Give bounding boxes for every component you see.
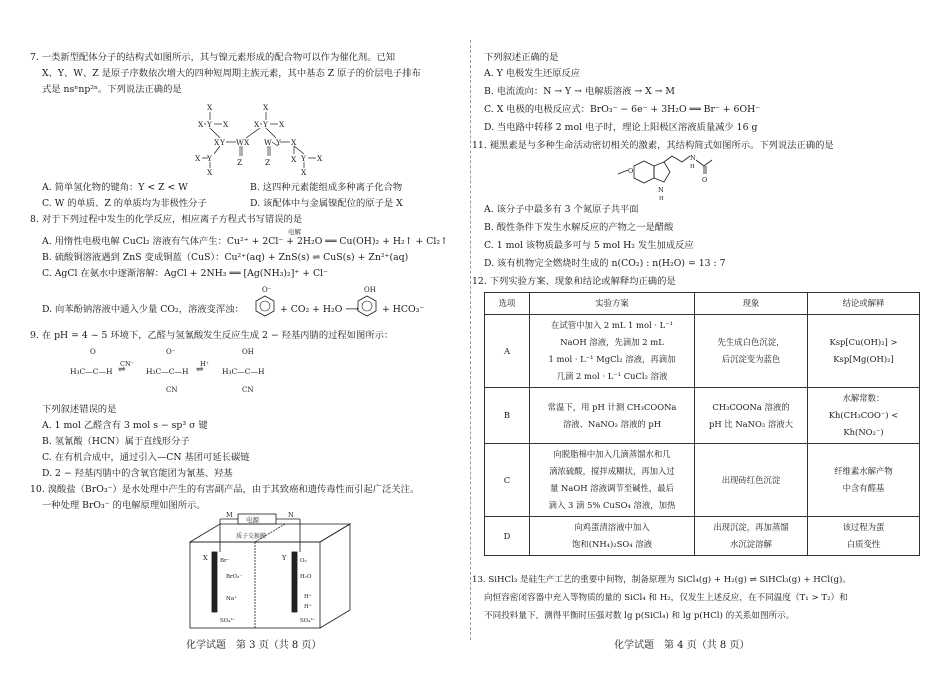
- row-conclusion: Ksp[Cu(OH)₂] > Ksp[Mg(OH)₂]: [808, 315, 920, 388]
- row-option: D: [485, 517, 530, 556]
- q9-m3-cn: CN: [242, 386, 254, 394]
- q12-stem: 12. 下列实验方案、现象和结论或解释均正确的是: [472, 276, 676, 287]
- q7-line1: 7. 一类新型配体分子的结构式如图所示，其与镍元素形成的配合物可以作为催化剂。已知: [30, 52, 396, 63]
- melatonin-structure: [614, 152, 754, 202]
- atom-label: X: [279, 120, 285, 129]
- q9-m2-o: O⁻: [166, 348, 176, 356]
- row-plan: 在试管中加入 2 mL 1 mol · L⁻¹ NaOH 溶液，先滴加 2 mL 1 mol · L⁻¹ MgCl₂ 溶液，再滴加 几滴 2 mol · L⁻¹ CuCl₂ 溶液: [530, 315, 695, 388]
- membrane-label: 质子交换膜: [236, 533, 267, 540]
- electrolysis-cell-diagram: [170, 512, 370, 632]
- q9-option-b[interactable]: B. 氢氰酸（HCN）属于直线形分子: [42, 436, 190, 447]
- atom-label: Y: [301, 154, 306, 163]
- q8-a-condition: 电解: [288, 228, 301, 236]
- q12-experiment-table: [484, 292, 920, 556]
- q9-hplus-label: H⁺: [200, 360, 210, 368]
- table-row[interactable]: [485, 444, 920, 517]
- q9-option-a[interactable]: A. 1 mol 乙醛含有 3 mol s − sp³ σ 键: [42, 420, 208, 431]
- ion-h-1: H⁺: [304, 594, 312, 600]
- atom-label: X: [214, 138, 220, 147]
- table-row[interactable]: [485, 388, 920, 444]
- molecule-h2o: H₂O: [300, 574, 312, 580]
- row-option: A: [485, 315, 530, 388]
- electrode-x: X: [203, 554, 208, 562]
- row-phenomenon: 出现沉淀，再加蒸馏 水沉淀溶解: [695, 517, 808, 556]
- q7-line2: X、Y、W、Z 是原子序数依次增大的四种短周期主族元素，其中基态 Z 原子的价层电子排布: [42, 68, 421, 79]
- indole-h: H: [659, 196, 664, 202]
- atom-label: X: [198, 120, 204, 129]
- q9-m2: H₃C—C—H: [146, 367, 189, 376]
- indole-nh: N: [658, 186, 664, 194]
- q8-option-b[interactable]: B. 硫酸铜溶液遇到 ZnS 变成铜蓝（CuS）：Cu²⁺(aq) + ZnS(s) ⇌ CuS(s) + Zn²⁺(aq): [42, 252, 409, 263]
- atom-label: Y: [207, 120, 212, 129]
- q9-m1-o: O: [90, 348, 96, 356]
- row-plan: 向鸡蛋清溶液中加入 饱和(NH₄)₂SO₄ 溶液: [530, 517, 695, 556]
- q9-m3: H₃C—C—H: [222, 367, 265, 376]
- q7-ligand-structure: [180, 98, 340, 176]
- gas-o2: O₂: [300, 558, 307, 564]
- atom-label: X: [291, 138, 297, 147]
- right-page: [472, 0, 924, 688]
- atom-label: Z: [237, 158, 243, 167]
- q8-d-middle: + CO₂ + H₂O ⟶: [280, 304, 359, 315]
- row-option: B: [485, 388, 530, 444]
- q9-m3-oh: OH: [242, 348, 254, 356]
- atom-label: W: [264, 138, 272, 147]
- q13-line2: 向恒容密闭容器中充入等物质的量的 SiCl₄ 和 H₂，仅发生上述反应，在不同温度（T₁ > T₂）和: [484, 593, 848, 603]
- amide-n: N: [690, 154, 696, 162]
- ion-h-2: H⁺: [304, 604, 312, 610]
- q9-lead: 下列叙述错误的是: [42, 404, 117, 415]
- q9-stem: 9. 在 pH = 4 ~ 5 环境下，乙醛与氢氰酸发生反应生成 2 − 羟基丙腈的过程如图所示：: [30, 330, 394, 341]
- th-option: 选项: [485, 293, 530, 315]
- atom-label: X: [244, 138, 250, 147]
- phenoxide-o-label: O⁻: [262, 286, 272, 294]
- q7-option-a[interactable]: A. 简单氢化物的键角：Y < Z < W: [42, 182, 188, 193]
- q9-m1: H₃C—C—H: [70, 367, 113, 376]
- atom-label: X: [195, 154, 201, 163]
- atom-label: Y: [263, 120, 268, 129]
- row-phenomenon: CH₃COONa 溶液的 pH 比 NaNO₂ 溶液大: [695, 388, 808, 444]
- row-option: C: [485, 444, 530, 517]
- q11-option-b[interactable]: B. 酸性条件下发生水解反应的产物之一是醋酸: [484, 222, 674, 233]
- atom-label: W: [236, 138, 244, 147]
- atom-label: Y: [276, 138, 281, 147]
- terminal-n: N: [288, 512, 294, 519]
- electrode-y: Y: [282, 554, 287, 562]
- q13-line1: 13. SiHCl₃ 是硅生产工艺的重要中间物，制备原理为 SiCl₄(g) + H₂(g) ⇌ SiHCl₃(g) + HCl(g)。: [472, 575, 851, 585]
- atom-label: X: [317, 154, 323, 163]
- phenol-ring-icon: [356, 294, 378, 318]
- phenoxide-ring-icon: [254, 294, 276, 318]
- q8-d-end: + HCO₃⁻: [382, 304, 425, 315]
- table-row[interactable]: [485, 315, 920, 388]
- atom-label: X: [291, 155, 297, 164]
- q8-option-c[interactable]: C. AgCl 在氨水中逐渐溶解：AgCl + 2NH₃ ══ [Ag(NH₃)₂]⁺ + Cl⁻: [42, 268, 328, 279]
- atom-label: X: [301, 168, 307, 176]
- q7-line3: 式是 nsⁿnp²ⁿ。下列说法正确的是: [42, 84, 182, 95]
- q11-stem: 11. 褪黑素是与多种生命活动密切相关的激素，其结构简式如图所示。下列说法正确的是: [472, 140, 834, 151]
- row-phenomenon: 出现砖红色沉淀: [695, 444, 808, 517]
- atom-label: X: [254, 120, 260, 129]
- q11-option-a[interactable]: A. 该分子中最多有 3 个氮原子共平面: [484, 204, 639, 215]
- table-header-row: [485, 293, 920, 315]
- atom-label: Z: [265, 158, 271, 167]
- th-plan: 实验方案: [530, 293, 695, 315]
- row-conclusion: 水解常数： Kh(CH₃COO⁻) < Kh(NO₂⁻): [808, 388, 920, 444]
- atom-label: X: [207, 168, 213, 176]
- ion-so4-right: SO₄²⁻: [300, 618, 316, 624]
- q10-option-a[interactable]: A. Y 电极发生还原反应: [484, 68, 581, 79]
- th-conclusion: 结论或解释: [808, 293, 920, 315]
- methoxy-o: O: [628, 167, 634, 175]
- terminal-m: M: [226, 512, 233, 519]
- q11-option-d[interactable]: D. 该有机物完全燃烧时生成的 n(CO₂) : n(H₂O) = 13 : 7: [484, 258, 726, 269]
- q9-cn-label: CN⁻: [120, 360, 135, 368]
- ion-na: Na⁺: [226, 596, 237, 602]
- atom-label: Y: [220, 138, 225, 147]
- row-plan: 常温下，用 pH 计测 CH₃COONa 溶液、NaNO₂ 溶液的 pH: [530, 388, 695, 444]
- table-row[interactable]: [485, 517, 920, 556]
- row-conclusion: 该过程为蛋 白质变性: [808, 517, 920, 556]
- q10-option-c[interactable]: C. X 电极的电极反应式：BrO₃⁻ − 6e⁻ + 3H₂O ══ Br⁻ + 6OH⁻: [484, 104, 761, 115]
- page-footer-left: 化学试题 第 3 页（共 8 页）: [186, 640, 322, 651]
- q9-arrow-2: ⇌: [196, 365, 204, 375]
- atom-label: X: [263, 103, 269, 112]
- page-footer-right: 化学试题 第 4 页（共 8 页）: [614, 640, 750, 651]
- row-conclusion: 纤维素水解产物 中含有醛基: [808, 444, 920, 517]
- phenol-oh-label: OH: [364, 286, 376, 294]
- q7-option-c[interactable]: C. W 的单质、Z 的单质均为非极性分子: [42, 198, 207, 209]
- q10-line1: 10. 溴酸盐（BrO₃⁻）是水处理中产生的有害副产品，由于其致癌和遗传毒性而引起广泛关注。: [30, 484, 420, 495]
- power-label: 电源: [246, 516, 259, 524]
- atom-label: Y: [207, 154, 212, 163]
- q9-m2-cn: CN: [166, 386, 178, 394]
- q9-arrow-1: ⇌: [118, 365, 126, 375]
- q7-option-d[interactable]: D. 该配体中与金属镍配位的原子是 X: [250, 198, 403, 209]
- column-divider: [470, 40, 471, 640]
- q10-option-b[interactable]: B. 电流流向：N → Y → 电解质溶液 → X → M: [484, 86, 675, 97]
- q10-lead: 下列叙述正确的是: [484, 52, 559, 63]
- th-phenomenon: 现象: [695, 293, 808, 315]
- atom-label: X: [207, 103, 213, 112]
- q8-option-d[interactable]: D. 向苯酚钠溶液中通入少量 CO₂，溶液变浑浊：: [42, 304, 244, 315]
- q13-line3: 不同投料量下，测得平衡时压强对数 lg p(SiCl₄) 和 lg p(HCl) 的关系如图所示。: [484, 611, 795, 621]
- q9-option-d[interactable]: D. 2 − 羟基丙腈中的含氧官能团为氰基、羟基: [42, 468, 233, 479]
- ion-bro3: BrO₃⁻: [226, 574, 243, 580]
- q7-option-b[interactable]: B. 这四种元素能组成多种离子化合物: [250, 182, 403, 193]
- atom-label: X: [223, 120, 229, 129]
- amide-h: H: [690, 164, 695, 170]
- ion-br: Br⁻: [220, 558, 230, 564]
- ion-so4-left: SO₄²⁻: [220, 618, 236, 624]
- q11-option-c[interactable]: C. 1 mol 该物质最多可与 5 mol H₂ 发生加成反应: [484, 240, 694, 251]
- q9-option-c[interactable]: C. 在有机合成中，通过引入—CN 基团可延长碳链: [42, 452, 250, 463]
- row-plan: 向脱脂棉中加入几滴蒸馏水和几 滴浓硫酸，搅拌成糊状，再加入过 量 NaOH 溶液调节至碱性，最后 滴入 3 滴 5% CuSO₄ 溶液，加热: [530, 444, 695, 517]
- q10-option-d[interactable]: D. 当电路中转移 2 mol 电子时，理论上阳极区溶液质量减少 16 g: [484, 122, 758, 133]
- q8-option-a[interactable]: A. 用惰性电极电解 CuCl₂ 溶液有气体产生：Cu²⁺ + 2Cl⁻ + 2H₂O ══ Cu(OH)₂ + H₂↑ + Cl₂↑: [42, 236, 448, 247]
- carbonyl-o: O: [702, 176, 708, 184]
- row-phenomenon: 先生成白色沉淀， 后沉淀变为蓝色: [695, 315, 808, 388]
- left-page: [30, 0, 458, 688]
- q10-line2: 一种处理 BrO₃⁻ 的电解原理如图所示。: [42, 500, 206, 511]
- q8-stem: 8. 对于下列过程中发生的化学反应，相应离子方程式书写错误的是: [30, 214, 303, 225]
